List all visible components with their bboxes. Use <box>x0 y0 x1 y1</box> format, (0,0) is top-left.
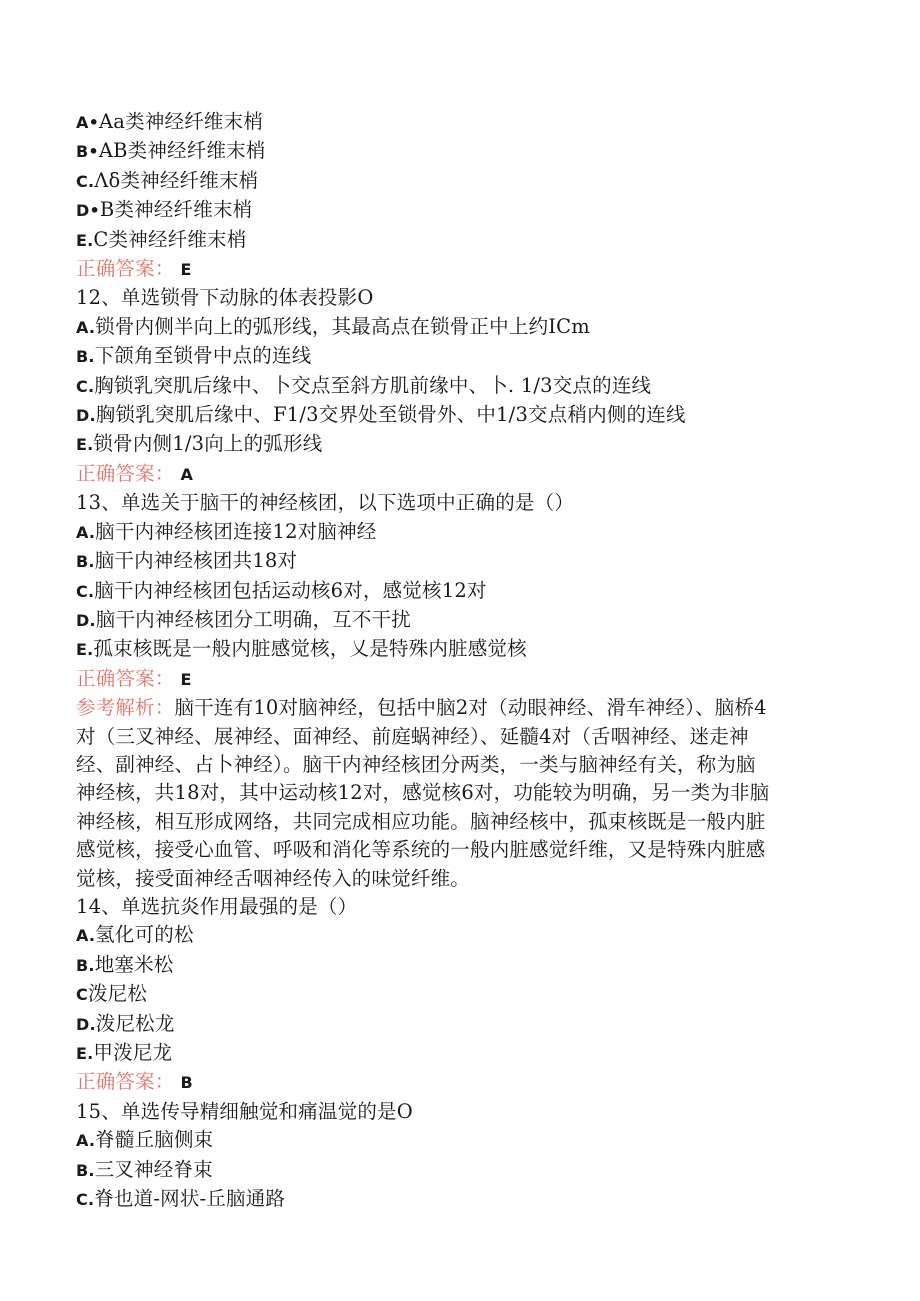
option-a <box>76 313 840 342</box>
document-page <box>76 108 840 1214</box>
option-text: 脊也道-网状-丘脑通路 <box>94 1187 286 1211</box>
option-text: 脊髓丘脑侧束 <box>95 1128 214 1152</box>
answer-line <box>76 665 840 694</box>
option-key: B• <box>76 142 99 162</box>
option-text: C类神经纤维末梢 <box>93 227 247 251</box>
question-stem: 14、单选抗炎作用最强的是（） <box>76 894 358 918</box>
analysis-line <box>76 694 840 722</box>
option-text: 脑干内神经核团包括运动核6对，感觉核12对 <box>94 578 487 602</box>
option-key: C. <box>76 581 95 601</box>
analysis-line: 神经核，共18对，其中运动核12对，感觉核6对，功能较为明确，另一类为非脑 <box>76 781 770 805</box>
option-text: 脑干内神经核团共18对 <box>94 549 298 573</box>
option-key: A. <box>76 317 96 337</box>
option-a <box>76 1126 840 1155</box>
option-e <box>76 226 840 255</box>
question-stem: 15、单选传导精细触觉和痛温觉的是O <box>76 1099 413 1123</box>
option-a <box>76 518 840 547</box>
option-key: A. <box>76 1131 96 1151</box>
option-text: 泼尼松龙 <box>95 1011 175 1035</box>
option-text: 三叉神经脊束 <box>94 1157 213 1181</box>
option-c <box>76 577 840 606</box>
option-text: 胸锁乳突肌后缘中、卜交点至斜方肌前缘中、卜. 1/3交点的连线 <box>94 373 652 397</box>
option-c <box>76 167 840 196</box>
option-text: 地塞米松 <box>94 952 174 976</box>
option-key: E. <box>76 435 94 455</box>
option-b <box>76 137 840 166</box>
option-text: AB类神经纤维末梢 <box>98 139 266 163</box>
analysis-line: 对（三叉神经、展神经、面神经、前庭蜗神经）、延髓4对（舌咽神经、迷走神 <box>76 724 749 748</box>
answer-value: E <box>180 260 192 280</box>
option-d <box>76 401 840 430</box>
option-e <box>76 635 840 664</box>
option-b <box>76 547 840 576</box>
question-stem: 12、单选锁骨下动脉的体表投影O <box>76 286 374 310</box>
option-text: 下颌角至锁骨中点的连线 <box>94 344 312 368</box>
option-text: 脑干内神经核团分工明确，互不干扰 <box>95 607 411 631</box>
option-key: C <box>76 985 88 1005</box>
option-c <box>76 372 840 401</box>
option-text: 氢化可的松 <box>95 923 194 947</box>
option-text: Aa类神经纤维末梢 <box>99 110 264 133</box>
option-b <box>76 342 840 371</box>
question-11 <box>76 108 840 284</box>
answer-line <box>76 460 840 489</box>
option-text: Λδ类神经纤维末梢 <box>94 168 259 192</box>
option-text: 锁骨内侧1/3向上的弧形线 <box>93 432 323 456</box>
option-key: E. <box>76 230 94 250</box>
option-text: 胸锁乳突肌后缘中、F1/3交界处至锁骨外、中1/3交点稍内侧的连线 <box>95 403 686 427</box>
answer-line <box>76 1068 840 1097</box>
analysis-line: 感觉核，接受心血管、呼吸和消化等系统的一般内脏感觉纤维，又是特殊内脏感 <box>76 838 766 862</box>
option-key: D. <box>76 406 96 426</box>
option-key: A. <box>76 522 96 542</box>
option-key: D. <box>76 610 96 630</box>
option-a <box>76 108 840 137</box>
option-e <box>76 1039 840 1068</box>
analysis-block <box>76 694 840 893</box>
answer-line <box>76 255 840 284</box>
question-13 <box>76 489 840 893</box>
option-key: B. <box>76 552 95 572</box>
option-key: C. <box>76 1190 95 1210</box>
option-key: A. <box>76 926 96 946</box>
analysis-line: 觉核，接受面神经舌咽神经传入的味觉纤维。 <box>76 866 471 890</box>
option-d <box>76 1010 840 1039</box>
option-key: C. <box>76 171 95 191</box>
analysis-line: 神经核，相互形成网络，共同完成相应功能。脑神经核中，孤束核既是一般内脏 <box>76 809 766 833</box>
answer-value: E <box>180 669 192 689</box>
option-c <box>76 1185 840 1214</box>
answer-value: B <box>180 1073 193 1093</box>
option-d <box>76 196 840 225</box>
analysis-line: 经、副神经、占卜神经）。脑干内神经核团分两类，一类与脑神经有关，称为脑 <box>76 752 756 776</box>
option-text: 甲泼尼龙 <box>93 1041 173 1064</box>
question-14 <box>76 893 840 1098</box>
option-key: E. <box>76 640 94 660</box>
answer-label: 正确答案： <box>76 461 175 485</box>
option-text: 孤束核既是一般内脏感觉核，乂是特殊内脏感觉核 <box>93 637 527 661</box>
analysis-label: 参考解析： <box>76 696 175 720</box>
analysis-text: 脑干连有10对脑神经，包括中脑2对（动眼神经、滑车神经）、脑桥4 <box>174 696 767 720</box>
question-stem: 13、单选关于脑干的神经核团，以下选项中正确的是（） <box>76 491 575 515</box>
answer-value: A <box>180 464 194 484</box>
option-text: 泼尼松 <box>87 982 148 1006</box>
option-key: E. <box>76 1044 94 1063</box>
option-d <box>76 606 840 635</box>
option-key: D• <box>76 201 100 221</box>
option-text: 锁骨内侧半向上的弧形线，其最高点在锁骨正中上约ICm <box>95 314 590 338</box>
option-text: 脑干内神经核团连接12对脑神经 <box>95 519 377 543</box>
answer-label: 正确答案： <box>76 666 175 690</box>
option-key: B. <box>76 347 95 367</box>
option-c <box>76 980 840 1009</box>
option-key: B. <box>76 1160 95 1180</box>
question-12 <box>76 284 840 489</box>
option-key: A• <box>76 113 100 132</box>
option-a <box>76 921 840 950</box>
option-text: B类神经纤维末梢 <box>99 198 253 222</box>
question-15 <box>76 1098 840 1215</box>
option-key: B. <box>76 955 95 975</box>
option-b <box>76 1156 840 1185</box>
option-key: C. <box>76 376 95 396</box>
answer-label: 正确答案： <box>76 257 175 281</box>
option-e <box>76 430 840 459</box>
answer-label: 正确答案： <box>76 1070 175 1094</box>
option-key: D. <box>76 1014 96 1034</box>
option-b <box>76 951 840 980</box>
